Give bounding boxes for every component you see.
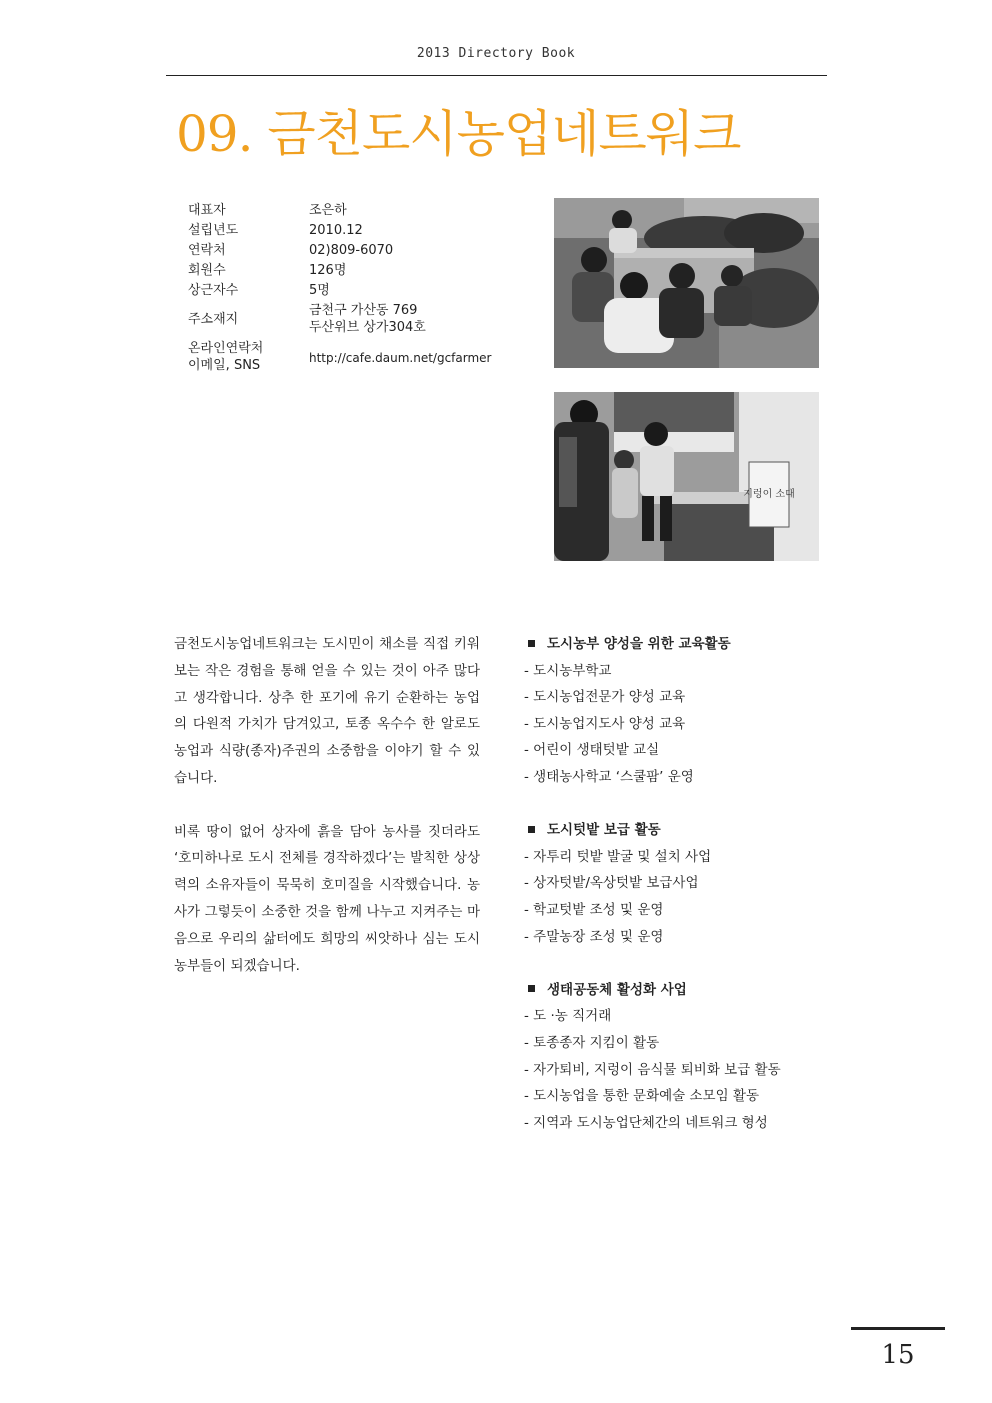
- activity-item: - 토종종자 지킴이 활동: [524, 1034, 660, 1051]
- bullet-square-icon: [528, 985, 535, 992]
- activity-heading: [524, 631, 781, 658]
- page-title: 09. 금천도시농업네트워크: [176, 105, 741, 163]
- footer-rule: [851, 1327, 945, 1330]
- activities-list: [524, 631, 781, 1163]
- activity-item: - 어린이 생태텃밭 교실: [524, 742, 660, 759]
- activity-heading: [524, 977, 781, 1004]
- page-number: 15: [881, 1340, 915, 1370]
- activity-item: - 도시농업을 통한 문화예술 소모임 활동: [524, 1088, 759, 1105]
- activity-group: [524, 977, 781, 1137]
- activity-item: - 도 ·농 직거래: [524, 1008, 612, 1025]
- info-label: 이메일, SNS: [188, 358, 261, 373]
- body-paragraph: 비록 땅이 없어 상자에 흙을 담아 농사를 짓더라도 ‘호미하나로 도시 전체를 경작하겠다’는 발칙한 상상력의 소유자들이 묵묵히 호미질을 시작했습니다. 농사가 그렇듯이 소중한 것을 함께 나누고 지켜주는 마음으로 우리의 삶터에도 희망의 씨앗하나 심는 도시농부들이 되겠습니다.: [174, 823, 480, 974]
- activity-item: - 상자텃밭/옥상텃밭 보급사업: [524, 875, 699, 892]
- info-value: 5명: [309, 283, 330, 298]
- body-text: [174, 631, 480, 1006]
- header-text: 2013 Directory Book: [416, 46, 576, 61]
- activity-heading-text: 도시텃밭 보급 활동: [547, 822, 661, 839]
- bullet-square-icon: [528, 826, 535, 833]
- activity-item: - 도시농업지도사 양성 교육: [524, 715, 686, 732]
- info-label: 상근자수: [188, 283, 239, 298]
- activity-heading-text: 도시농부 양성을 위한 교육활동: [547, 636, 731, 652]
- info-label: 대표자: [188, 203, 226, 218]
- activity-group: [524, 631, 781, 791]
- activity-item: - 주말농장 조성 및 운영: [524, 928, 664, 945]
- activity-item: - 생태농사학교 ‘스쿨팜’ 운영: [524, 768, 694, 785]
- activity-group: [524, 817, 781, 950]
- info-value: 2010.12: [309, 223, 363, 238]
- activity-item: - 자가퇴비, 지렁이 음식물 퇴비화 보급 활동: [524, 1061, 781, 1078]
- info-value: 금천구 가산동 769: [309, 303, 418, 318]
- info-label: 온라인연락처: [188, 341, 264, 356]
- bullet-square-icon: [528, 640, 535, 647]
- activity-heading-text: 생태공동체 활성화 사업: [547, 981, 687, 998]
- info-label: 주소재지: [188, 312, 239, 327]
- activity-heading: [524, 817, 781, 844]
- header-rule: [166, 75, 827, 76]
- info-value: 조은하: [309, 203, 347, 218]
- info-label: 회원수: [188, 263, 226, 278]
- activity-item: - 자투리 텃밭 발굴 및 설치 사업: [524, 848, 712, 865]
- photo-worm-compost-class: [554, 392, 819, 561]
- info-value: 두산위브 상가304호: [309, 320, 426, 335]
- info-value: 02)809-6070: [309, 243, 394, 258]
- body-paragraph: 금천도시농업네트워크는 도시민이 채소를 직접 키워보는 작은 경험을 통해 얻을 수 있는 것이 아주 많다고 생각합니다. 상추 한 포기에 유기 순환하는 농업의 다원적 가치가 담겨있고, 토종 옥수수 한 알로도 농업과 식량(종자)주권의 소중함을 이야기 할 수 있습니다.: [174, 636, 480, 786]
- info-label: 연락처: [188, 243, 226, 258]
- info-value: http://cafe.daum.net/gcfarmer: [309, 351, 492, 365]
- activity-item: - 학교텃밭 조성 및 운영: [524, 901, 664, 918]
- activity-item: - 도시농업전문가 양성 교육: [524, 689, 686, 706]
- info-label: 설립년도: [188, 223, 239, 238]
- activity-item: - 지역과 도시농업단체간의 네트워크 형성: [524, 1114, 768, 1131]
- info-value: 126명: [309, 263, 347, 278]
- sign-text: 지렁이 소대: [743, 489, 795, 500]
- photo-garden-children: [554, 198, 819, 368]
- activity-item: - 도시농부학교: [524, 662, 612, 679]
